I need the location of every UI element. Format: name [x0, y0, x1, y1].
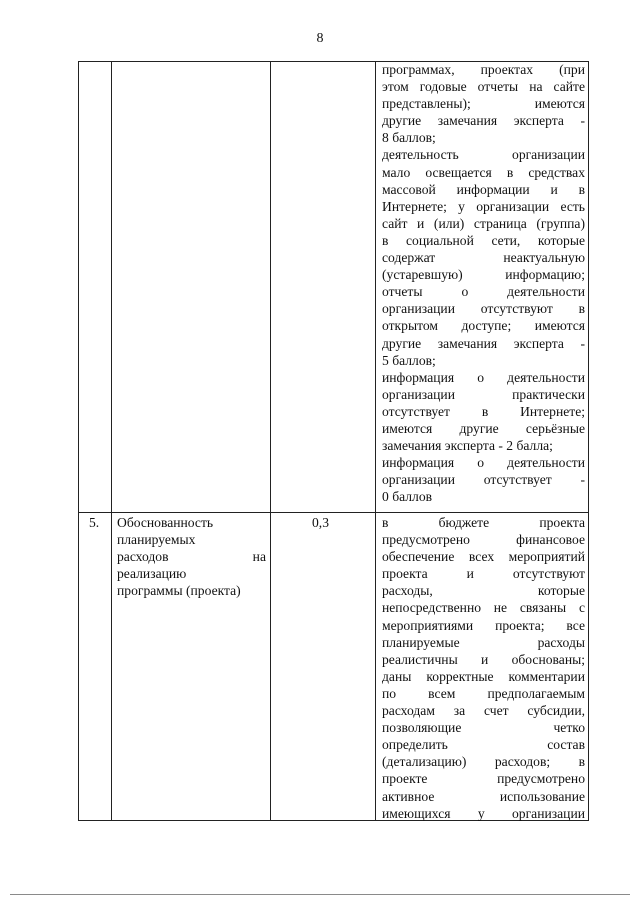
text-line: 8 баллов; [382, 130, 436, 146]
column-divider-1 [111, 61, 112, 821]
text-line: непосредственно не связаны с [382, 600, 585, 616]
text-line: программах, проектах (при [382, 62, 585, 77]
criterion-line: реализацию [117, 566, 187, 582]
continuation-criteria-text [382, 61, 585, 505]
text-line: этом годовые отчеты на сайте [382, 79, 585, 95]
text-line: массовой информации и в [382, 181, 585, 197]
text-line: проекта и отсутствуют [382, 566, 585, 582]
text-line: расходы, которые [382, 583, 585, 599]
text-line: отсутствует в Интернете; [382, 403, 585, 419]
text-line: планируемые расходы [382, 634, 585, 650]
text-line: информация о деятельности [382, 369, 585, 385]
text-line: представлены); имеются [382, 96, 585, 112]
text-line: Интернете; у организации есть [382, 198, 585, 214]
text-line: 5 баллов; [382, 352, 436, 368]
text-line: расходам за счет субсидии, [382, 703, 585, 719]
text-line: другие замечания эксперта - [382, 113, 585, 129]
text-line: отчеты о деятельности [382, 284, 585, 300]
criterion-line: планируемых [117, 532, 196, 548]
text-line: позволяющие четко [382, 720, 585, 736]
text-line: даны корректные комментарии [382, 668, 585, 684]
table-left-border [78, 61, 79, 821]
text-line: по всем предполагаемым [382, 685, 585, 701]
text-line: проекте предусмотрено [382, 771, 585, 787]
text-line: определить состав [382, 737, 585, 753]
column-divider-3 [375, 61, 376, 821]
column-divider-2 [270, 61, 271, 821]
criterion-line: программы (проекта) [117, 583, 241, 599]
criterion-weight: 0,3 [312, 515, 329, 530]
text-line: сайт и (или) страница (группа) [382, 215, 585, 231]
text-line: организации отсутствует - [382, 472, 585, 488]
text-line: (детализацию) расходов; в [382, 754, 585, 770]
row-number: 5. [89, 515, 100, 530]
text-line: другие замечания эксперта - [382, 335, 585, 351]
text-line: имеются другие серьёзные [382, 420, 585, 436]
criterion-description [382, 514, 585, 822]
text-line: деятельность организации [382, 147, 585, 163]
page-number: 8 [316, 31, 324, 46]
text-line: активное использование [382, 788, 585, 804]
text-line: имеющихся у организации [382, 805, 585, 821]
text-line: обеспечение всех мероприятий [382, 549, 585, 565]
criterion-line: расходов на [117, 549, 266, 565]
text-line: мероприятиями проекта; все [382, 617, 585, 633]
text-line: организации практически [382, 386, 585, 402]
text-line: замечания эксперта - 2 балла; [382, 438, 553, 454]
text-line: организации отсутствуют в [382, 301, 585, 317]
text-line: информация о деятельности [382, 455, 585, 471]
text-line: реалистичны и обоснованы; [382, 651, 585, 667]
table-right-border [588, 61, 589, 821]
text-line: (устаревшую) информацию; [382, 267, 585, 283]
text-line: открытом доступе; имеются [382, 318, 585, 334]
text-line: 0 баллов [382, 489, 433, 505]
text-line: предусмотрено финансовое [382, 532, 585, 548]
text-line: в социальной сети, которые [382, 232, 585, 248]
criterion-name [117, 514, 266, 599]
text-line: мало освещается в средствах [382, 164, 585, 180]
criterion-line: Обоснованность [117, 515, 214, 530]
text-line: в бюджете проекта [382, 515, 585, 530]
text-line: содержат неактуальную [382, 250, 585, 266]
scan-edge-line [10, 894, 630, 895]
row-divider [78, 512, 589, 513]
